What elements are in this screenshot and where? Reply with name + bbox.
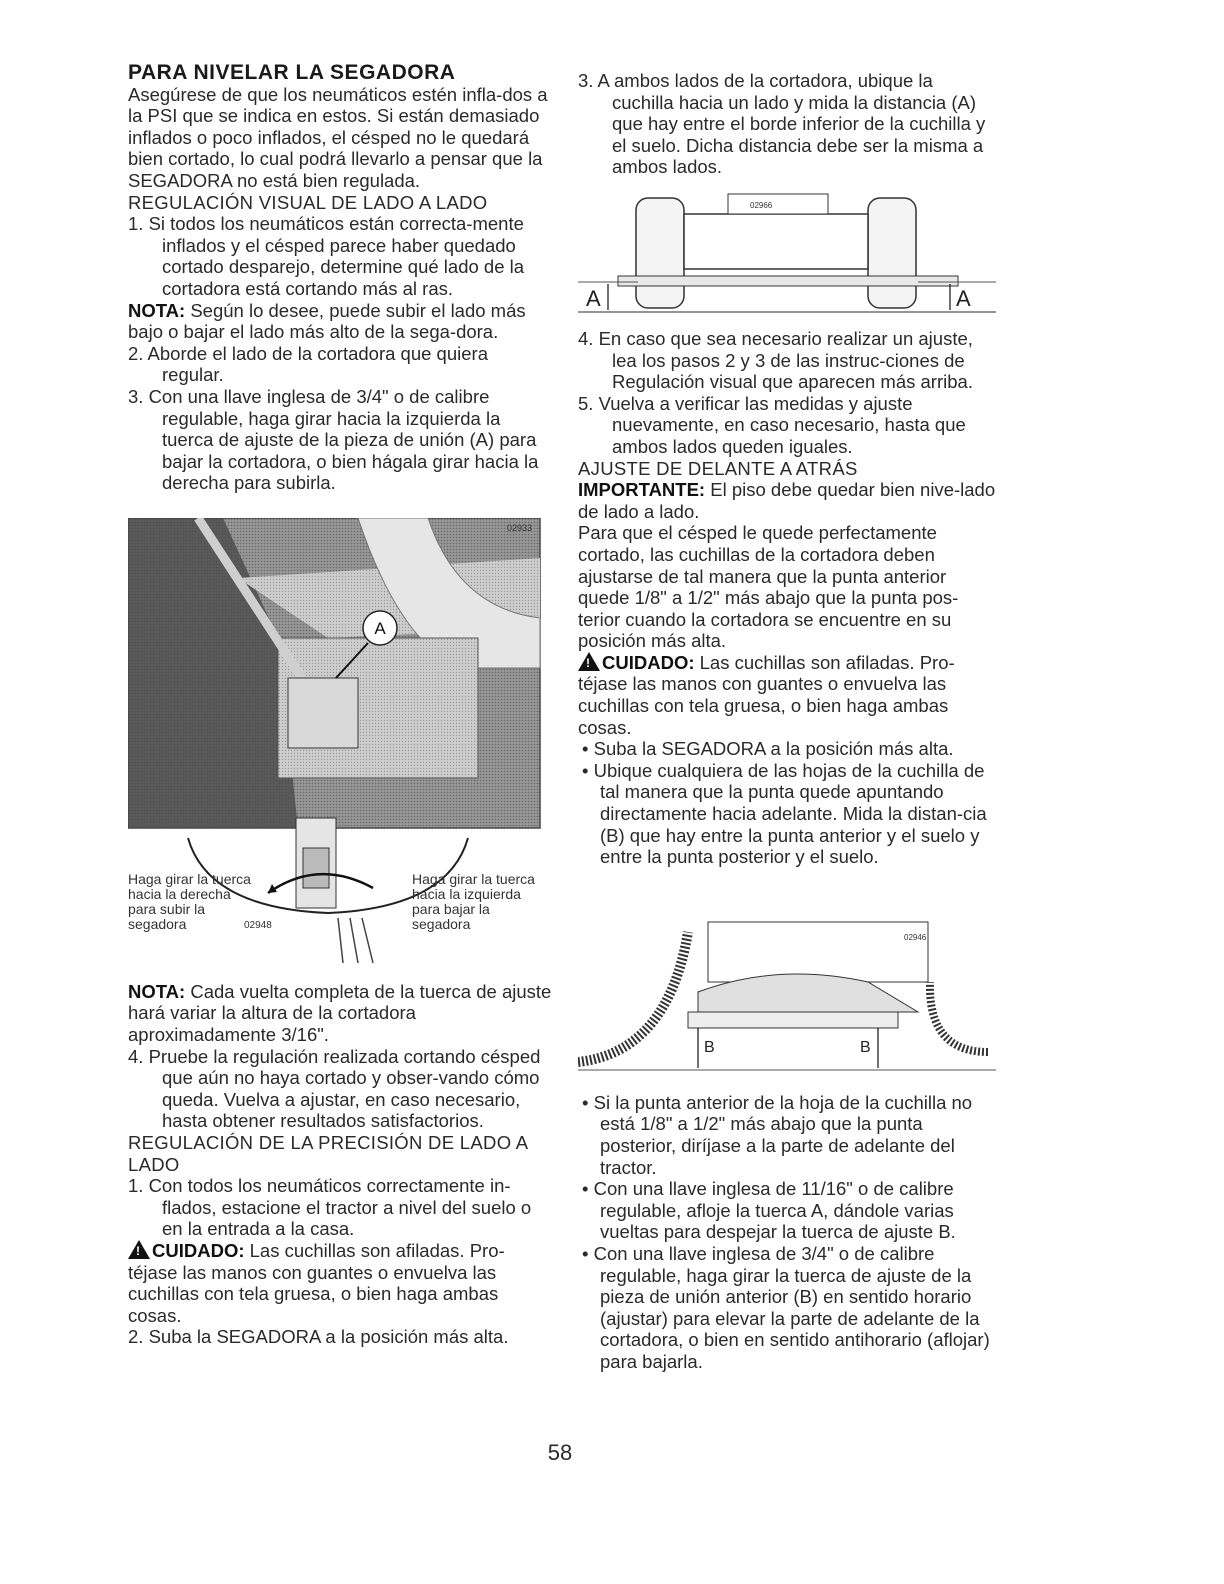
caption-left-line: Haga girar la tuerca [128, 870, 251, 887]
blade-measure-diagram [578, 902, 996, 1082]
bullet-text: Si la punta anterior de la hoja de la cuchilla no está 1/8" a 1/2" más abajo que la punta posterior, diríjase a la parte de adelante del tractor. [593, 1091, 973, 1178]
note-text: Cada vuelta completa de la tuerca de ajuste hará variar la altura de la cortadora aproximadamente 3/16". [128, 980, 552, 1046]
diagram-code: 02946 [904, 932, 927, 942]
intro-paragraph: Asegúrese de que los neumáticos estén infla-dos a la PSI que se indica en estos. Si están demasiado inflados o poco inflados, el césped no le quedará bien cortado, lo cual podrá llevarlo a pensar que la SEGADORA no está bien regulada. [128, 83, 548, 191]
subheading-front-back: AJUSTE DE DELANTE A ATRÁS [578, 457, 858, 479]
label-a-right: A [956, 285, 971, 311]
bullet-icon: • [582, 1178, 594, 1200]
note-2 [128, 981, 552, 1046]
step-3: 3. Con una llave inglesa de 3/4" o de calibre regulable, haga girar hacia la izquierda la tuerca de ajuste de la pieza de unión (A) para bajar la cortadora, o bien hágala girar hacia la derecha para subirla. [128, 385, 539, 494]
caption-left-line: hacia la derecha [128, 885, 231, 902]
bullet-icon: • [582, 738, 594, 760]
bullet-item [578, 760, 996, 868]
warning-icon [578, 652, 600, 671]
label-b-right: B [860, 1038, 871, 1056]
important-text: El piso debe quedar bien nive-lado de lado a lado. [578, 479, 996, 522]
front-back-paragraph: Para que el césped le quede perfectamente cortado, las cuchillas de la cortadora deben ajustarse de tal manera que la punta anterior quede 1/8" a 1/2" más abajo que la punta pos-terior cuando la cortadora se encuentre en su posición más alta. [578, 522, 959, 652]
section-title: PARA NIVELAR LA SEGADORA [128, 61, 456, 84]
caution-left [128, 1240, 552, 1326]
note-label: NOTA: [128, 980, 186, 1002]
bullet-text: Con una llave inglesa de 3/4" o de calibre regulable, haga girar la tuerca de ajuste de la pieza de unión anterior (B) en sentido horario (ajustar) para elevar la parte de adelante de la cortadora, o bien en sentido antihorario (aflojar) para bajarla. [593, 1242, 990, 1372]
step-1: 1. Si todos los neumáticos están correcta-mente inflados y el césped parece haber quedado cortado desparejo, determine qué lado de la cortadora está cortando más al ras. [128, 213, 525, 299]
step-3-right: 3. A ambos lados de la cortadora, ubique la cuchilla hacia un lado y mida la distancia (A) que hay entre el borde inferior de la cuchilla y el suelo. Dicha distancia debe ser la misma a ambos lados. [578, 70, 986, 178]
bullet-item [578, 738, 996, 760]
label-b-left: B [704, 1038, 715, 1056]
bullet-text: Suba la SEGADORA a la posición más alta. [593, 738, 954, 760]
side-measure-figure [578, 184, 996, 324]
callout-label: A [374, 618, 386, 638]
caution-text: Las cuchillas son afiladas. Pro-téjase las manos con guantes o envuelva las cuchillas con tela gruesa, o bien haga ambas cosas. [128, 1240, 505, 1326]
label-a-left: A [586, 285, 601, 311]
warning-icon [128, 1240, 150, 1259]
caption-right-line: segadora [412, 915, 471, 932]
caption-right-line: para bajar la [412, 900, 490, 917]
front-back-figure [578, 902, 996, 1082]
precision-step-2: 2. Suba la SEGADORA a la posición más alta. [128, 1326, 509, 1348]
bullet-icon: • [582, 1242, 594, 1264]
caution-label: CUIDADO: [602, 651, 695, 673]
bullet-item [578, 1243, 996, 1373]
caption-right-line: hacia la izquierda [412, 885, 521, 902]
caption-left-line: segadora [128, 915, 187, 932]
page-number: 58 [547, 1440, 573, 1465]
step-5-right: 5. Vuelva a verificar las medidas y ajuste nuevamente, en caso necesario, hasta que ambos lados queden iguales. [578, 392, 966, 457]
bullet-icon: • [582, 759, 594, 781]
bullet-icon: • [582, 1091, 594, 1113]
note-label: NOTA: [128, 299, 186, 321]
caution-label: CUIDADO: [152, 1240, 245, 1261]
important-label: IMPORTANTE: [578, 479, 706, 501]
caution-text: Las cuchillas son afiladas. Pro-téjase las manos con guantes o envuelva las cuchillas con tela gruesa, o bien haga ambas cosas. [578, 651, 955, 738]
step-4: 4. Pruebe la regulación realizada cortando césped que aún no haya cortado y obser-vando cómo queda. Vuelva a ajustar, en caso necesario, hasta obtener resultados satisfactorios. [128, 1045, 541, 1132]
caption-left-line: para subir la [128, 900, 206, 917]
caution-right [578, 652, 996, 738]
important-note [578, 479, 996, 522]
bullet-item [578, 1092, 996, 1178]
precision-step-1: 1. Con todos los neumáticos correctamente in-flados, estacione el tractor a nivel del suelo o en la entrada a la casa. [128, 1175, 532, 1240]
caption-right-line: Haga girar la tuerca [412, 870, 535, 887]
step-2: 2. Aborde el lado de la cortadora que quiera regular. [128, 342, 488, 386]
bullet-text: Ubique cualquiera de las hojas de la cuchilla de tal manera que la punta quede apuntando directamente hacia adelante. Mida la distan-cia (B) que hay entre la punta anterior y el suelo y entre la punta posterior y el suelo. [593, 759, 987, 868]
adjust-nut-figure [128, 518, 552, 963]
bullet-text: Con una llave inglesa de 11/16" o de calibre regulable, afloje la tuerca A, dándole varias vueltas para despejar la tuerca de ajuste B. [593, 1178, 956, 1243]
caption-code: 02948 [244, 919, 272, 931]
bullet-item [578, 1178, 996, 1243]
side-measure-diagram [578, 184, 996, 324]
subheading-visual: REGULACIÓN VISUAL DE LADO A LADO [128, 191, 488, 213]
photo-code: 02933 [506, 522, 532, 533]
diagram-code: 02966 [750, 200, 773, 210]
right-column [578, 70, 996, 1373]
caption-right [412, 872, 562, 932]
note-1 [128, 300, 552, 343]
subheading-precision: REGULACIÓN DE LA PRECISIÓN DE LADO A LADO [128, 1132, 528, 1175]
note-text: Según lo desee, puede subir el lado más bajo o bajar el lado más alto de la sega-dora. [128, 299, 526, 343]
left-column [128, 62, 552, 1348]
step-4-right: 4. En caso que sea necesario realizar un ajuste, lea los pasos 2 y 3 de las instruc-ciones de Regulación visual que aparecen más arriba. [578, 327, 973, 393]
